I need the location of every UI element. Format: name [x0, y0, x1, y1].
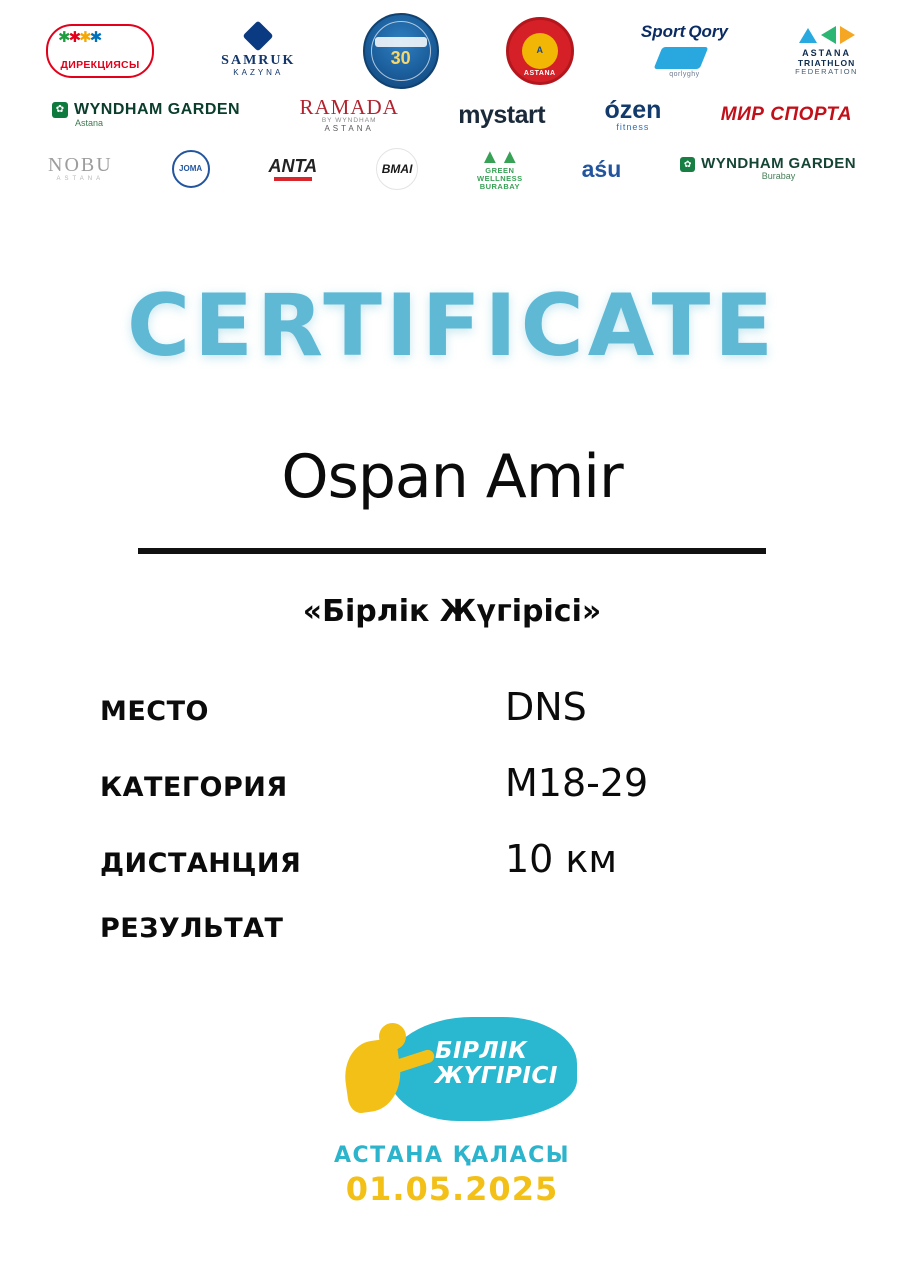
- sport-qory-line1: Sport: [640, 22, 686, 42]
- sport-qory-sub: qorlyghy: [669, 71, 700, 79]
- ozen-name: ózen: [604, 96, 662, 125]
- table-row: [100, 685, 904, 729]
- wyndham-astana-name: WYNDHAM GARDEN: [74, 100, 241, 118]
- mystart-logo: [458, 102, 545, 128]
- astana-triathlon-federation-logo: [795, 26, 858, 75]
- emblem-ring-icon: [371, 21, 431, 81]
- astana-emblem-logo: [506, 17, 574, 85]
- emblem-date: 01.05.2025: [345, 1170, 559, 1208]
- table-row: [100, 913, 904, 944]
- kazakhstan-30-number: 30: [390, 47, 411, 68]
- asu-name: aśu: [581, 155, 622, 182]
- wyndham-burabay-sub: Burabay: [761, 171, 796, 182]
- sport-qory-logo: [641, 23, 728, 78]
- leaf-icon: ✿: [52, 102, 68, 118]
- sponsor-row-2: [42, 94, 862, 136]
- emblem-text: [435, 1039, 558, 1089]
- triangle-left-icon: [821, 26, 836, 44]
- triangle-icons: [799, 26, 855, 44]
- result-value-distance: 10 км: [505, 837, 618, 881]
- emblem-line1: БІРЛІК: [435, 1038, 528, 1064]
- wyndham-burabay-name: WYNDHAM GARDEN: [701, 155, 856, 173]
- mir-sporta-logo: [721, 105, 852, 125]
- triangle-right-icon: [840, 26, 855, 44]
- ozen-sub: fitness: [616, 122, 650, 133]
- result-label-place: МЕСТО: [100, 696, 209, 727]
- runner-head-icon: [379, 1023, 406, 1050]
- table-row: [100, 761, 904, 805]
- running-figures-icon: ✱✱✱✱: [58, 29, 101, 46]
- mystart-name: mystart: [458, 100, 546, 129]
- results-table: [0, 685, 904, 944]
- green-line1: GREEN: [485, 166, 515, 176]
- wyndham-garden-astana-logo: [52, 102, 240, 128]
- wyndham-garden-burabay-logo: [680, 156, 856, 181]
- green-wellness-burabay-logo: [477, 147, 523, 191]
- leaf-icon: ✿: [680, 157, 695, 172]
- wyndham-burabay-line: [680, 156, 856, 172]
- result-value-category: M18-29: [505, 761, 649, 805]
- sponsor-row-3: [42, 146, 862, 192]
- astana-emblem-text: ASTANA: [523, 69, 556, 77]
- wyndham-astana-sub: Astana: [75, 117, 104, 128]
- joma-logo: [172, 150, 210, 188]
- nobu-sub: ASTANA: [56, 176, 105, 183]
- ozen-fitness-logo: [604, 97, 661, 133]
- divider: [138, 548, 766, 554]
- event-emblem: [0, 1015, 904, 1208]
- athlete-name: Ospan Amir: [281, 442, 623, 512]
- bmai-logo: [376, 148, 418, 190]
- samruk-kazyna-logo: [221, 25, 295, 77]
- mir-sporta-name: МИР СПОРТА: [720, 104, 852, 126]
- anta-name: ANTA: [268, 155, 318, 176]
- wyndham-astana-line: [52, 102, 240, 119]
- green-line3: BURABAY: [479, 181, 520, 191]
- ramada-logo: [300, 96, 399, 133]
- sport-qory-line2: Qory: [688, 22, 728, 42]
- anta-logo: [269, 157, 318, 182]
- emblem-city: АСТАНА ҚАЛАСЫ: [333, 1143, 571, 1168]
- bmai-name: BMAI: [376, 148, 418, 190]
- result-value-place: DNS: [505, 685, 587, 729]
- triathlon-line1: ASTANA: [802, 48, 851, 59]
- result-label-category: КАТЕГОРИЯ: [100, 772, 288, 803]
- sport-qory-mark: [641, 23, 728, 41]
- anta-bar-icon: [274, 177, 312, 181]
- sponsor-row-1: [42, 18, 862, 84]
- tree-icon: ▲▲: [480, 146, 520, 169]
- page-title: CERTIFICATE: [126, 276, 778, 376]
- asu-logo: [582, 157, 622, 181]
- result-label-distance: ДИСТАНЦИЯ: [100, 848, 302, 879]
- astana-emblem-inner-icon: A: [522, 33, 558, 69]
- samruk-kazyna-line1: SAMRUK: [221, 52, 296, 68]
- ramada-sub2: ASTANA: [324, 124, 374, 134]
- ramada-sub1: BY WYNDHAM: [321, 117, 377, 125]
- emblem-band-icon: [375, 37, 427, 47]
- nobu-name: NOBU: [48, 154, 113, 177]
- triathlon-line3: FEDERATION: [795, 66, 858, 76]
- samruk-kazyna-line2: KAZYNA: [233, 67, 284, 77]
- nobu-logo: [48, 155, 113, 182]
- direkciyasy-logo-text: ДИРЕКЦИЯСЫ: [60, 58, 140, 71]
- diamond-icon: [243, 20, 274, 51]
- triangle-up-icon: [799, 28, 817, 43]
- table-row: [100, 837, 904, 881]
- joma-name: JOMA: [172, 150, 210, 188]
- result-label-result: РЕЗУЛЬТАТ: [100, 913, 284, 944]
- sport-qory-swoosh-icon: [654, 47, 709, 69]
- green-line2: WELLNESS: [477, 174, 523, 184]
- emblem-graphic: [327, 1015, 577, 1135]
- ramada-name: RAMADA: [299, 95, 399, 120]
- emblem-line2: ЖҮГІРІСІ: [435, 1062, 558, 1089]
- event-name: «Бірлік Жүгірісі»: [302, 594, 602, 629]
- direkciyasy-logo: [46, 24, 154, 78]
- kazakhstan-30-emblem-logo: [363, 13, 439, 89]
- sponsor-logo-band: [0, 0, 904, 208]
- triathlon-line2: TRIATHLON: [797, 57, 856, 68]
